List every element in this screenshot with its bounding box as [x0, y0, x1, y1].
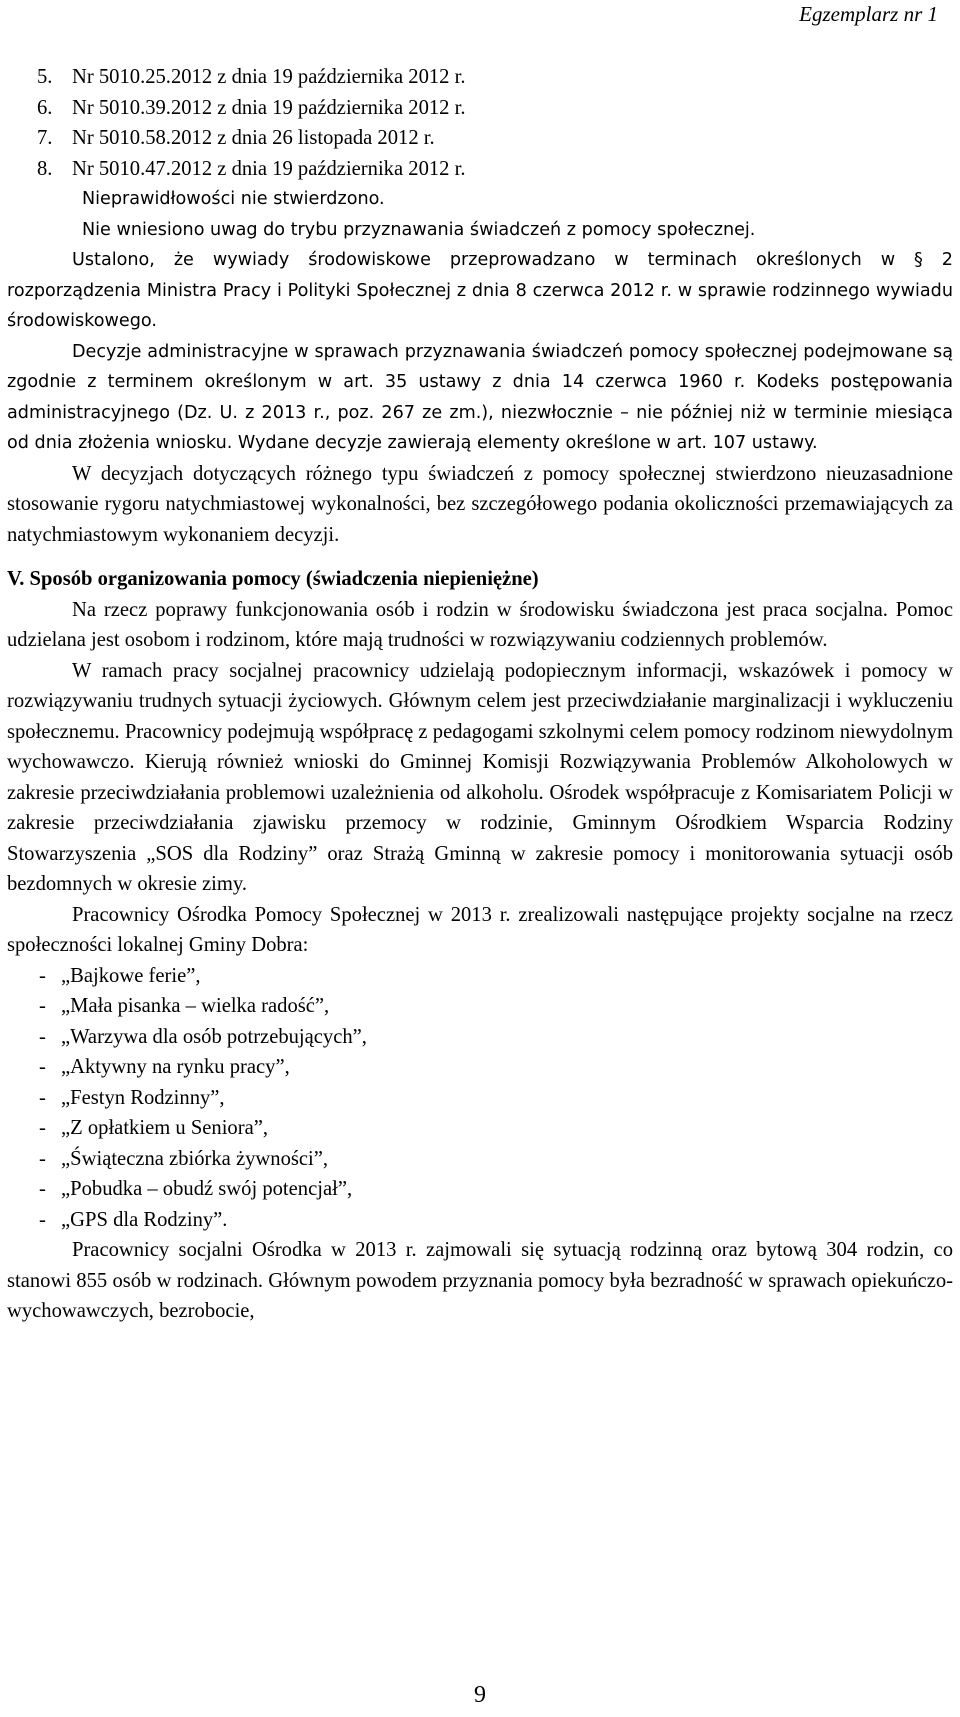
- list-item: [7, 1022, 953, 1053]
- list-item-text: „Bajkowe ferie”,: [61, 964, 201, 987]
- list-item-text: „Festyn Rodzinny”,: [61, 1086, 225, 1109]
- list-item: [7, 1083, 953, 1114]
- list-item-text: „Mała pisanka – wielka radość”,: [61, 995, 330, 1017]
- list-item-text: Nr 5010.25.2012 z dnia 19 października 2012 r.: [72, 66, 466, 88]
- list-item: [7, 1144, 953, 1175]
- list-item-text: „GPS dla Rodziny”.: [61, 1208, 228, 1231]
- finding-no-irregularities: Nieprawidłowości nie stwierdzono.: [82, 189, 385, 209]
- list-item: [7, 62, 953, 93]
- list-bullet: -: [39, 1086, 46, 1109]
- list-bullet: -: [39, 1208, 46, 1231]
- list-item-text: „Z opłatkiem u Seniora”,: [61, 1117, 269, 1139]
- list-item-text: „Świąteczna zbiórka żywności”,: [61, 1147, 329, 1170]
- list-item: [7, 1174, 953, 1205]
- list-item-text: „Pobudka – obudź swój potencjał”,: [61, 1178, 353, 1200]
- section-paragraph: Pracownicy socjalni Ośrodka w 2013 r. zajmowali się sytuacją rodzinną oraz bytową 304 rodzin, co stanowi 855 osób w rodzinach. Głównym powodem przyznania pomocy była bezradność w sprawach opiekuńczo-wychowawczych, bezrobocie,: [7, 1239, 953, 1322]
- list-item-text: Nr 5010.47.2012 z dnia 19 października 2012 r.: [72, 157, 466, 180]
- list-item: [7, 1052, 953, 1083]
- list-item-text: „Aktywny na rynku pracy”,: [61, 1056, 290, 1078]
- finding-no-remarks: Nie wniesiono uwag do trybu przyznawania świadczeń z pomocy społecznej.: [82, 219, 756, 240]
- finding-immediate-enforcement: W decyzjach dotyczących różnego typu świadczeń z pomocy społecznej stwierdzono nieuzasadnione stosowanie rygoru natychmiastowej wykonalności, bez szczegółowego podania okoliczności przemawiających za natychmiastowym wykonaniem decyzji.: [7, 462, 953, 546]
- list-bullet: -: [39, 1056, 46, 1078]
- list-item: [7, 154, 953, 185]
- list-item: [7, 961, 953, 992]
- list-bullet: -: [39, 1147, 46, 1170]
- resolution-list: [7, 62, 953, 184]
- list-item-text: Nr 5010.39.2012 z dnia 19 października 2012 r.: [72, 96, 466, 119]
- copy-label: Egzemplarz nr 1: [799, 2, 938, 26]
- list-item: [7, 93, 953, 124]
- list-bullet: -: [39, 1025, 46, 1048]
- list-item: [7, 1205, 953, 1236]
- list-item-number: 6.: [37, 96, 53, 119]
- list-item-text: „Warzywa dla osób potrzebujących”,: [61, 1025, 367, 1048]
- section-paragraph: W ramach pracy socjalnej pracownicy udzielają podopiecznym informacji, wskazówek i pomocy w rozwiązywaniu trudnych sytuacji życiowych. Głównym celem jest przeciwdziałanie marginalizacji i wykluczeniu społecznemu. Pracownicy podejmują współpracę z pedagogami szkolnymi celem pomocy rodzinom niewydolnym wychowawczo. Kierują również wnioski do Gminnej Komisji Rozwiązywania Problemów Alkoholowych w zakresie przeciwdziałania problemowi uzależnienia od alkoholu. Ośrodek współpracuje z Komisariatem Policji w zakresie przeciwdziałania zjawisku przemocy w rodzinie, Gminnym Ośrodkiem Wsparcia Rodziny Stowarzyszenia „SOS dla Rodziny” oraz Strażą Gminną w zakresie pomocy i monitorowania sytuacji osób bezdomnych w okresie zimy.: [7, 659, 953, 895]
- list-bullet: -: [39, 964, 46, 987]
- list-item: [7, 991, 953, 1022]
- section-paragraph: Pracownicy Ośrodka Pomocy Społecznej w 2013 r. zrealizowali następujące projekty socjalne na rzecz społeczności lokalnej Gminy Dobra:: [7, 903, 953, 956]
- section-heading: V. Sposób organizowania pomocy (świadczenia niepieniężne): [7, 568, 539, 590]
- list-item-number: 8.: [37, 157, 53, 180]
- list-item-number: 7.: [37, 127, 53, 149]
- finding-decisions: Decyzje administracyjne w sprawach przyznawania świadczeń pomocy społecznej podejmowane są zgodnie z terminem określonym w art. 35 ustawy z dnia 14 czerwca 1960 r. Kodeks postępowania administracyjnego (Dz. U. z 2013 r., poz. 267 ze zm.), niezwłocznie – nie później niż w terminie miesiąca od dnia złożenia wniosku. Wydane decyzje zawierają elementy określone w art. 107 ustawy.: [7, 341, 953, 453]
- list-bullet: -: [39, 1178, 46, 1200]
- list-bullet: -: [39, 1117, 46, 1139]
- projects-list: [7, 961, 953, 1236]
- section-paragraph: Na rzecz poprawy funkcjonowania osób i rodzin w środowisku świadczona jest praca socjalna. Pomoc udzielana jest osobom i rodzinom, które mają trudności w rozwiązywaniu codziennych problemów.: [7, 598, 953, 651]
- list-item-number: 5.: [37, 66, 53, 88]
- list-bullet: -: [39, 995, 46, 1017]
- list-item: [7, 1113, 953, 1144]
- document-body: [7, 62, 953, 1327]
- finding-interviews: Ustalono, że wywiady środowiskowe przeprowadzano w terminach określonych w § 2 rozporządzenia Ministra Pracy i Polityki Społecznej z dnia 8 czerwca 2012 r. w sprawie rodzinnego wywiadu środowiskowego.: [7, 250, 953, 331]
- list-item-text: Nr 5010.58.2012 z dnia 26 listopada 2012 r.: [72, 127, 435, 149]
- list-item: [7, 123, 953, 154]
- page-number: 9: [474, 1682, 486, 1708]
